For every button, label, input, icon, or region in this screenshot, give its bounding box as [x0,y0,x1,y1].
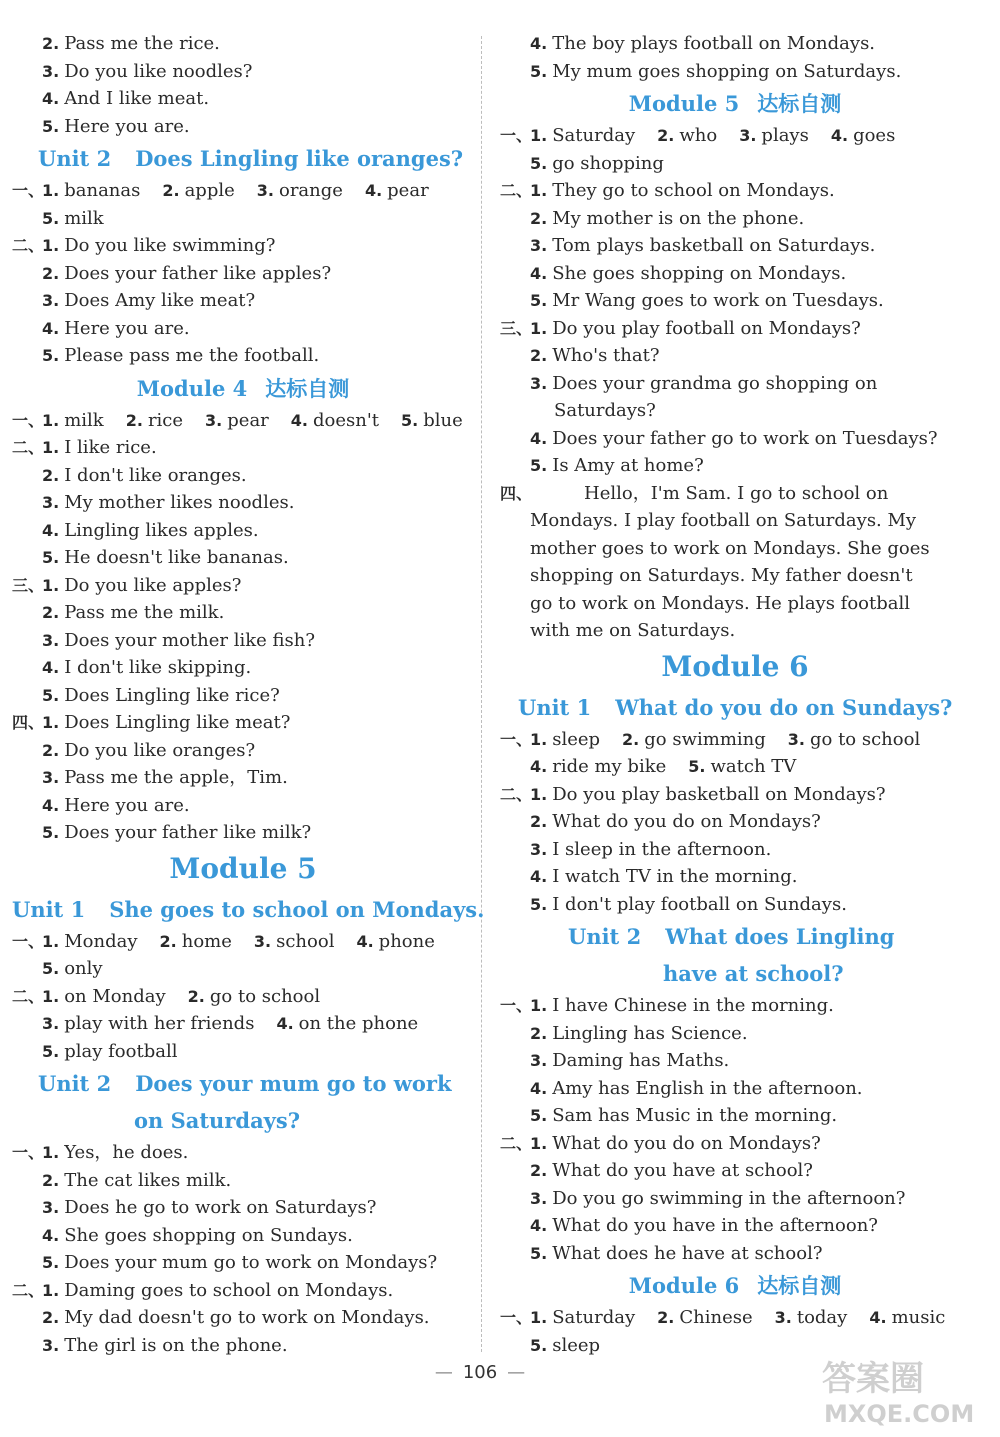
page-number: — 106 — [434,1362,526,1383]
paragraph-line: go to work on Mondays. He plays football [530,592,911,614]
answer-line: 5. Please pass me the football. [42,345,320,366]
module-title: Module 6 [661,649,809,683]
answer-line: 5. Does Lingling like rice? [42,684,280,706]
unit-heading: Unit 1 What do you do on Sundays? [518,694,953,720]
answer-line: 三、 1. Do you like apples? [12,574,242,596]
answer-line: 3. Does your grandma go shopping on [530,372,878,394]
unit-heading: Unit 1 She goes to school on Mondays. [12,896,485,922]
answer-line: 5. Does your mum go to work on Mondays? [42,1252,438,1273]
answer-line: 2. What do you have at school? [530,1160,813,1181]
answer-line: 5. go shopping [530,152,664,174]
watermark-text-cn: 答案圈 [822,1359,924,1399]
answer-line: 3. Does your mother like fish? [42,629,316,651]
unit-heading: Unit 2 Does Lingling like oranges? [38,146,464,171]
module-test-heading: Module 5 达标自测 [628,91,842,116]
left-column [12,30,485,1359]
answer-line: 4. Lingling likes apples. [42,519,259,541]
answer-line: 二、 1. on Monday 2. go to school [12,985,321,1007]
paragraph-line: Mondays. I play football on Saturdays. My [530,510,917,531]
answer-line: 4. I don't like skipping. [42,657,252,678]
answer-line: 一、 1. Monday 2. home 3. school 4. phone [12,930,435,952]
answer-line: 2. Do you like oranges? [42,739,256,761]
answer-line: 4. Here you are. [42,794,190,816]
column-divider [481,36,482,1352]
answer-line: 二、 1. I like rice. [12,437,157,458]
answer-line: 4. And I like meat. [42,88,210,109]
answer-line: 5. play football [42,1040,178,1062]
answer-line: 3. Daming has Maths. [530,1050,730,1071]
paragraph-line: shopping on Saturdays. My father doesn't [530,565,913,586]
answer-line-continued: Saturdays? [554,400,656,421]
answer-line: 5. Mr Wang goes to work on Tuesdays. [530,290,884,311]
answer-line: 2. What do you do on Mondays? [530,811,821,832]
unit-heading-continued: have at school? [663,961,844,986]
watermark-text-url: MXQE.COM [824,1400,975,1428]
answer-line: 2. My mother is on the phone. [530,207,805,229]
answer-line: 4. Amy has English in the afternoon. [530,1077,863,1099]
answer-line: 3. My mother likes noodles. [42,492,295,513]
answer-line: 5. He doesn't like bananas. [42,547,289,568]
paragraph-line: with me on Saturdays. [530,620,736,641]
answer-line: 5. Sam has Music in the morning. [530,1105,838,1126]
answer-line: 5. My mum goes shopping on Saturdays. [530,60,902,82]
answer-line: 4. Here you are. [42,317,190,339]
answer-line: 3. Do you go swimming in the afternoon? [530,1187,906,1209]
answer-line: 4. She goes shopping on Sundays. [42,1224,353,1246]
answer-line: 二、 1. Do you like swimming? [12,235,276,256]
answer-line: 5. sleep [530,1334,601,1356]
module-title: Module 5 [169,851,317,885]
answer-line: 2. I don't like oranges. [42,464,247,486]
answer-line: 一、 1. Yes，he does. [12,1142,189,1163]
module-test-heading: Module 4 达标自测 [136,375,350,401]
answer-line: 一、 1. sleep 2. go swimming 3. go to school [500,728,921,750]
answer-line: 三、 1. Do you play football on Mondays? [500,317,861,339]
answer-line: 二、 1. Daming goes to school on Mondays. [12,1279,394,1301]
unit-heading-continued: on Saturdays? [134,1108,301,1133]
answer-line: 一、 1. Saturday 2. Chinese 3. today 4. music [500,1307,946,1328]
answer-line: 5. Does your father like milk? [42,822,312,843]
answer-line: 3. Does Amy like meat? [42,290,256,311]
answer-line: 2. Lingling has Science. [530,1022,748,1044]
answer-line: 5. Here you are. [42,115,190,137]
answer-line: 一、 1. I have Chinese in the morning. [500,995,834,1016]
answer-line: 四、 1. Does Lingling like meat? [12,712,291,733]
answer-line: 5. What does he have at school? [530,1242,823,1264]
answer-line: 4. What do you have in the afternoon? [530,1215,878,1236]
answer-line: 3. play with her friends 4. on the phone [42,1013,419,1034]
answer-line: 5. only [42,958,103,979]
answer-line: 一、 1. Saturday 2. who 3. plays 4. goes [500,125,896,146]
answer-line: 3. Do you like noodles? [42,60,253,82]
answer-line: 2. Does your father like apples? [42,262,332,284]
answer-line: 一、 1. milk 2. rice 3. pear 4. doesn't 5. blue [12,409,463,431]
module-test-heading: Module 6 达标自测 [628,1273,842,1298]
answer-line: 5. Is Amy at home? [530,455,704,476]
unit-heading: Unit 2 What does Lingling [568,924,895,949]
unit-heading: Unit 2 Does your mum go to work [38,1071,452,1096]
answer-line: 4. Does your father go to work on Tuesdays? [530,427,938,449]
answer-line: 5. I don't play football on Sundays. [530,893,847,915]
answer-line: 4. I watch TV in the morning. [530,866,798,887]
answer-line: 一、 1. bananas 2. apple 3. orange 4. pear [12,180,429,201]
answer-line: 4. She goes shopping on Mondays. [530,262,847,284]
watermark-logo [820,1352,990,1430]
answer-line: 2. My dad doesn't go to work on Mondays. [42,1307,430,1328]
answer-line: 4. ride my bike 5. watch TV [530,756,797,777]
answer-line: 5. milk [42,207,104,229]
answer-line: 二、 1. Do you play basketball on Mondays? [500,783,886,805]
answer-line: 2. Pass me the milk. [42,602,225,623]
paragraph-line: mother goes to work on Mondays. She goes [530,537,930,559]
answer-line: 3. I sleep in the afternoon. [530,838,772,860]
answer-line: 3. The girl is on the phone. [42,1334,288,1356]
answer-line: 3. Tom plays basketball on Saturdays. [530,235,876,256]
answer-line: 4. The boy plays football on Mondays. [530,33,876,54]
answer-line: 3. Does he go to work on Saturdays? [42,1197,377,1218]
paragraph-line: 四、 Hello，I'm Sam. I go to school on [500,482,889,504]
answer-line: 2. Who's that? [530,345,660,366]
answer-line: 2. The cat likes milk. [42,1169,232,1191]
right-column [500,30,970,1359]
answer-line: 3. Pass me the apple，Tim. [42,767,288,788]
answer-line: 2. Pass me the rice. [42,33,220,54]
answer-line: 二、 1. What do you do on Mondays? [500,1132,821,1154]
answer-line: 二、 1. They go to school on Mondays. [500,180,835,201]
